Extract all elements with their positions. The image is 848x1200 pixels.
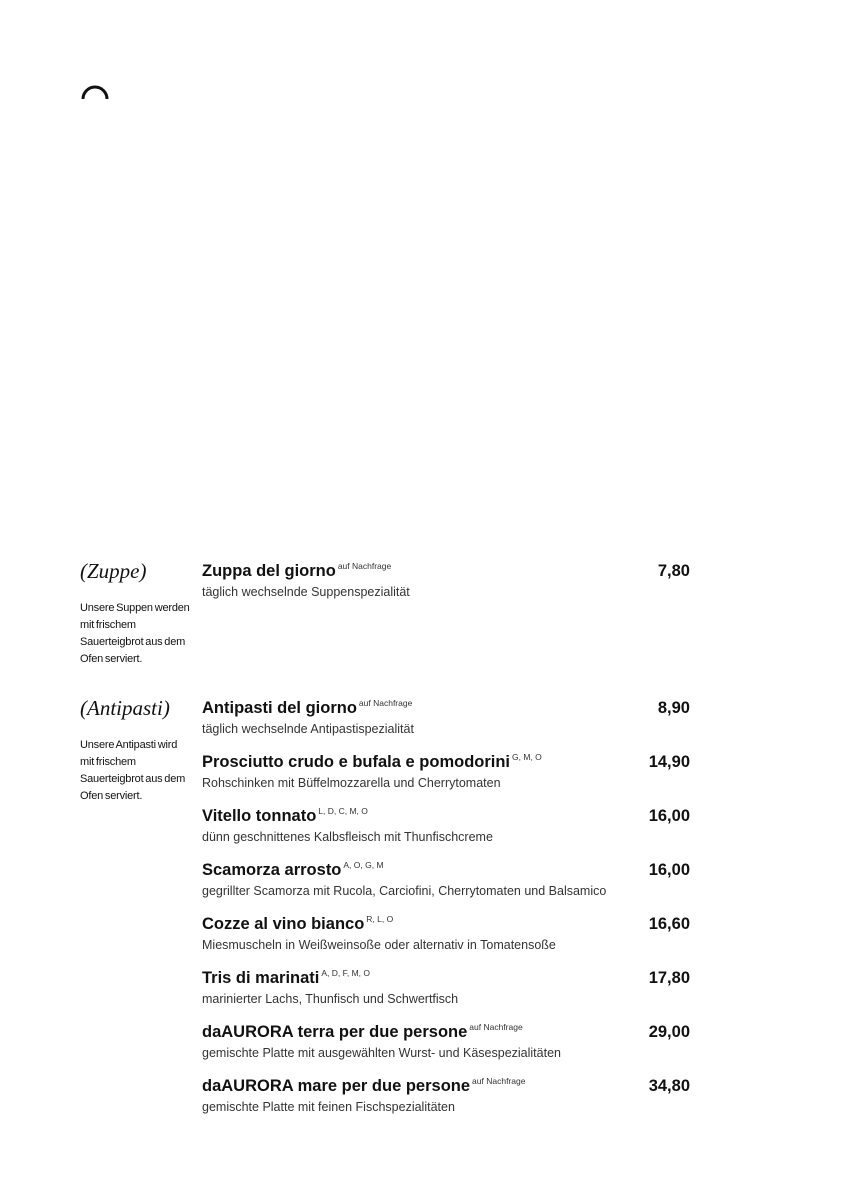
menu-item	[202, 1073, 694, 1115]
item-description: dünn geschnittenes Kalbsfleisch mit Thunfischcreme	[202, 830, 493, 844]
item-price: 34,80	[648, 1077, 690, 1095]
item-allergens: auf Nachfrage	[469, 1022, 523, 1032]
item-allergens: auf Nachfrage	[472, 1076, 526, 1086]
section-note: Unsere Suppen werden mit frischem Sauerteigbrot aus dem Ofen serviert.	[80, 602, 190, 665]
menu-item	[202, 1019, 694, 1061]
menu-item	[202, 558, 694, 600]
section-sidebar	[80, 558, 192, 668]
item-price: 29,00	[648, 1023, 690, 1041]
item-allergens: L, D, C, M, O	[318, 806, 368, 816]
item-description: gegrillter Scamorza mit Rucola, Carciofini, Cherrytomaten und Balsamico	[202, 884, 607, 898]
item-price: 8,90	[657, 699, 690, 717]
item-price: 14,90	[648, 753, 690, 771]
item-name: Cozze al vino bianco	[202, 915, 365, 933]
menu-item	[202, 911, 694, 953]
item-name: daAURORA terra per due persone	[202, 1023, 468, 1041]
item-name: Vitello tonnato	[202, 807, 317, 825]
menu-item	[202, 803, 694, 845]
section-title: (Zuppe)	[80, 559, 147, 583]
item-price: 7,80	[657, 562, 690, 580]
menu-item	[202, 695, 694, 737]
item-allergens: A, O, G, M	[343, 860, 384, 870]
item-name: Scamorza arrosto	[202, 861, 342, 879]
menu-item	[202, 857, 694, 899]
item-name: Prosciutto crudo e bufala e pomodorini	[202, 753, 511, 771]
item-name: daAURORA mare per due persone	[202, 1077, 471, 1095]
item-price: 16,00	[648, 807, 690, 825]
item-description: täglich wechselnde Suppenspezialität	[202, 585, 410, 599]
item-description: marinierter Lachs, Thunfisch und Schwertfisch	[202, 992, 459, 1006]
item-description: Rohschinken mit Büffelmozzarella und Cherrytomaten	[202, 776, 501, 790]
item-allergens: A, D, F, M, O	[321, 968, 371, 978]
item-description: Miesmuscheln in Weißweinsoße oder alternativ in Tomatensoße	[202, 938, 556, 952]
item-allergens: auf Nachfrage	[337, 561, 392, 571]
item-description: gemischte Platte mit feinen Fischspezialitäten	[202, 1100, 455, 1114]
item-price: 16,60	[648, 915, 690, 933]
item-price: 16,00	[648, 861, 690, 879]
section-title: (Antipasti)	[80, 696, 170, 720]
item-name: Antipasti del giorno	[202, 699, 357, 717]
item-allergens: R, L, O	[366, 914, 394, 924]
menu-item	[202, 749, 694, 791]
section-sidebar	[80, 695, 192, 805]
item-description: täglich wechselnde Antipastispezialität	[202, 722, 414, 736]
item-name: Zuppa del giorno	[202, 562, 336, 580]
menu-item	[202, 965, 694, 1007]
item-allergens: G, M, O	[512, 752, 542, 762]
arch-logo-icon	[80, 80, 110, 100]
menu-items	[202, 695, 694, 1127]
item-price: 17,80	[648, 969, 690, 987]
item-name: Tris di marinati	[202, 969, 320, 987]
item-allergens: auf Nachfrage	[358, 698, 413, 708]
menu-items	[202, 558, 694, 612]
item-description: gemischte Platte mit ausgewählten Wurst- und Käsespezialitäten	[202, 1046, 561, 1060]
section-note: Unsere Antipasti wird mit frischem Sauerteigbrot aus dem Ofen serviert.	[80, 739, 186, 802]
